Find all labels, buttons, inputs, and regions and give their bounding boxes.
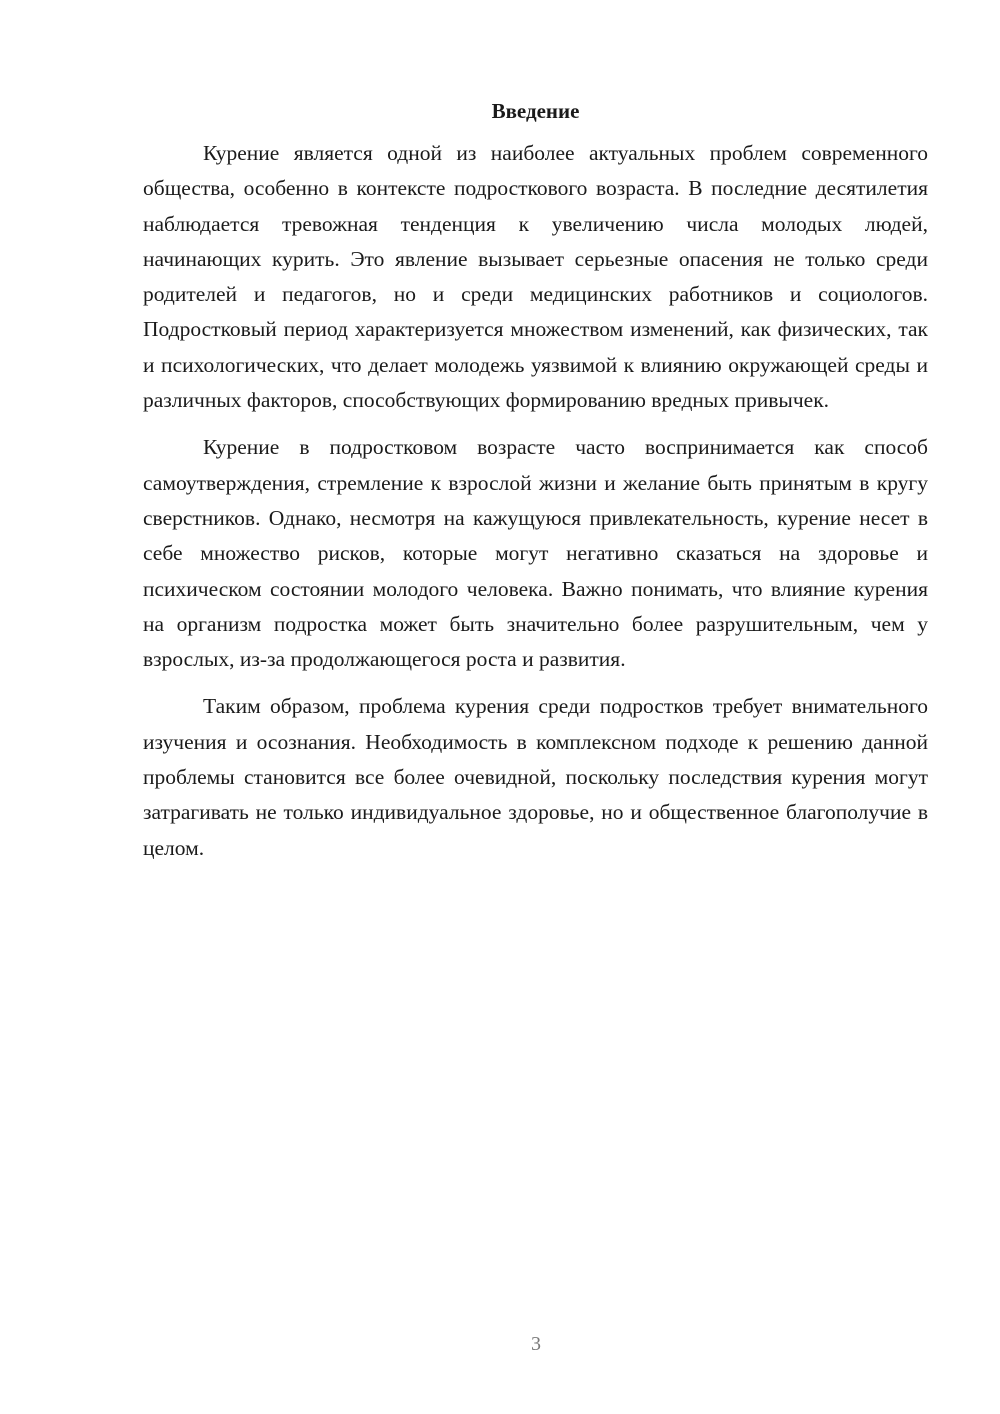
paragraph-2: Курение в подростковом возрасте часто воспринимается как способ самоутверждения, стремление к взрослой жизни и желание быть принятым в кругу сверстников. Однако, несмотря на кажущуюся привлекательность, курение несет в себе множество рисков, которые могут негативно сказаться на здоровье и психическом состоянии молодого человека. Важно понимать, что влияние курения на организм подростка может быть значительно более разрушительным, чем у взрослых, из-за продолжающегося роста и развития. (143, 435, 928, 672)
page-content (143, 94, 928, 878)
page-number: 3 (531, 1333, 541, 1355)
section-heading: Введение (491, 99, 580, 123)
paragraph-3: Таким образом, проблема курения среди подростков требует внимательного изучения и осознания. Необходимость в комплексном подходе к решению данной проблемы становится все более очевидной, поскольку последствия курения могут затрагивать не только индивидуальное здоровье, но и общественное благополучие в целом. (143, 694, 928, 860)
paragraph-1: Курение является одной из наиболее актуальных проблем современного общества, особенно в контексте подросткового возраста. В последние десятилетия наблюдается тревожная тенденция к увеличению числа молодых людей, начинающих курить. Это явление вызывает серьезные опасения не только среди родителей и педагогов, но и среди медицинских работников и социологов. Подростковый период характеризуется множеством изменений, как физических, так и психологических, что делает молодежь уязвимой к влиянию окружающей среды и различных факторов, способствующих формированию вредных привычек. (143, 141, 928, 413)
